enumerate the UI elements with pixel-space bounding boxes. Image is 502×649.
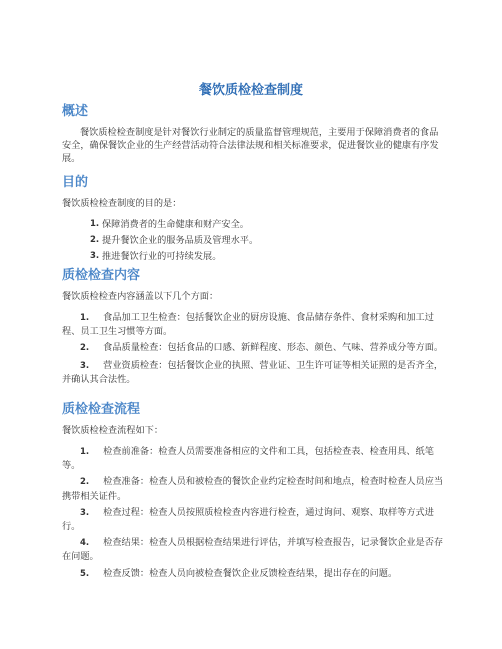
document-title: 餐饮质检检查制度 — [198, 83, 303, 98]
list-number: 3. — [80, 507, 90, 518]
process-intro: 餐饮质检检查流程如下： — [62, 425, 164, 436]
purpose-intro: 餐饮质检检查制度的目的是： — [62, 198, 182, 209]
list-text: 检查结果：检查人员根据检查结果进行评估，并填写检查报告，记录餐饮企业是否存在问题。 — [62, 537, 444, 563]
list-item — [62, 359, 447, 386]
list-number: 5. — [80, 568, 90, 579]
list-text: 保障消费者的生命健康和财产安全。 — [102, 219, 249, 230]
list-number: 4. — [80, 538, 90, 549]
section-heading-content: 质检检查内容 — [62, 268, 141, 283]
list-item — [62, 567, 447, 581]
list-number: 3. — [80, 360, 90, 371]
content-list — [62, 311, 447, 386]
section-process — [62, 402, 447, 584]
purpose-list — [62, 218, 447, 263]
section-overview — [62, 104, 447, 166]
section-heading-overview: 概述 — [62, 104, 89, 119]
list-text: 检查准备：检查人员和被检查的餐饮企业约定检查时间和地点，检查时检查人员应当携带相关证件。 — [62, 476, 444, 502]
list-text: 检查过程：检查人员按照质检检查内容进行检查，通过询问、观察、取样等方式进行。 — [62, 506, 434, 533]
list-item — [62, 234, 447, 247]
process-list — [62, 445, 447, 581]
list-item — [62, 218, 447, 231]
list-item — [62, 536, 447, 563]
list-item — [62, 250, 447, 263]
section-purpose — [62, 175, 447, 266]
list-number: 3. — [90, 251, 100, 261]
list-number: 1. — [90, 219, 100, 229]
list-item — [62, 341, 447, 355]
list-text: 检查前准备：检查人员需要准备相应的文件和工具，包括检查表、检查用具、纸笔等。 — [62, 446, 434, 472]
list-text: 推进餐饮行业的可持续发展。 — [102, 251, 222, 262]
list-text: 食品质量检查：包括食品的口感、新鲜程度、形态、颜色、气味、营养成分等方面。 — [103, 342, 444, 354]
list-number: 1. — [80, 313, 90, 323]
list-text: 食品加工卫生检查：包括餐饮企业的厨房设施、食品储存条件、食材采购和加工过程、员工卫生习惯等方面。 — [62, 312, 434, 338]
overview-paragraph: 餐饮质检检查制度是针对餐饮行业制定的质量监督管理规范，主要用于保障消费者的食品安全，确保餐饮企业的生产经营活动符合法律法规和相关标准要求，促进餐饮业的健康有序发展。 — [62, 127, 439, 165]
content-intro: 餐饮质检检查内容涵盖以下几个方面： — [62, 291, 219, 302]
list-text: 检查反馈：检查人员向被检查餐饮企业反馈检查结果，提出存在的问题。 — [103, 567, 398, 579]
list-item — [62, 445, 447, 472]
list-number: 2. — [80, 343, 90, 354]
list-text: 提升餐饮企业的服务品质及管理水平。 — [102, 235, 259, 246]
section-heading-process: 质检检查流程 — [62, 402, 141, 417]
list-item — [62, 475, 447, 502]
section-heading-purpose: 目的 — [62, 175, 89, 190]
list-number: 1. — [80, 447, 90, 457]
section-content — [62, 268, 447, 389]
list-item — [62, 311, 447, 338]
list-text: 营业资质检查：包括餐饮企业的执照、营业证、卫生许可证等相关证照的是否齐全，并确认其合法性。 — [62, 359, 444, 385]
list-number: 2. — [80, 477, 90, 488]
list-item — [62, 506, 447, 533]
list-number: 2. — [90, 235, 100, 245]
